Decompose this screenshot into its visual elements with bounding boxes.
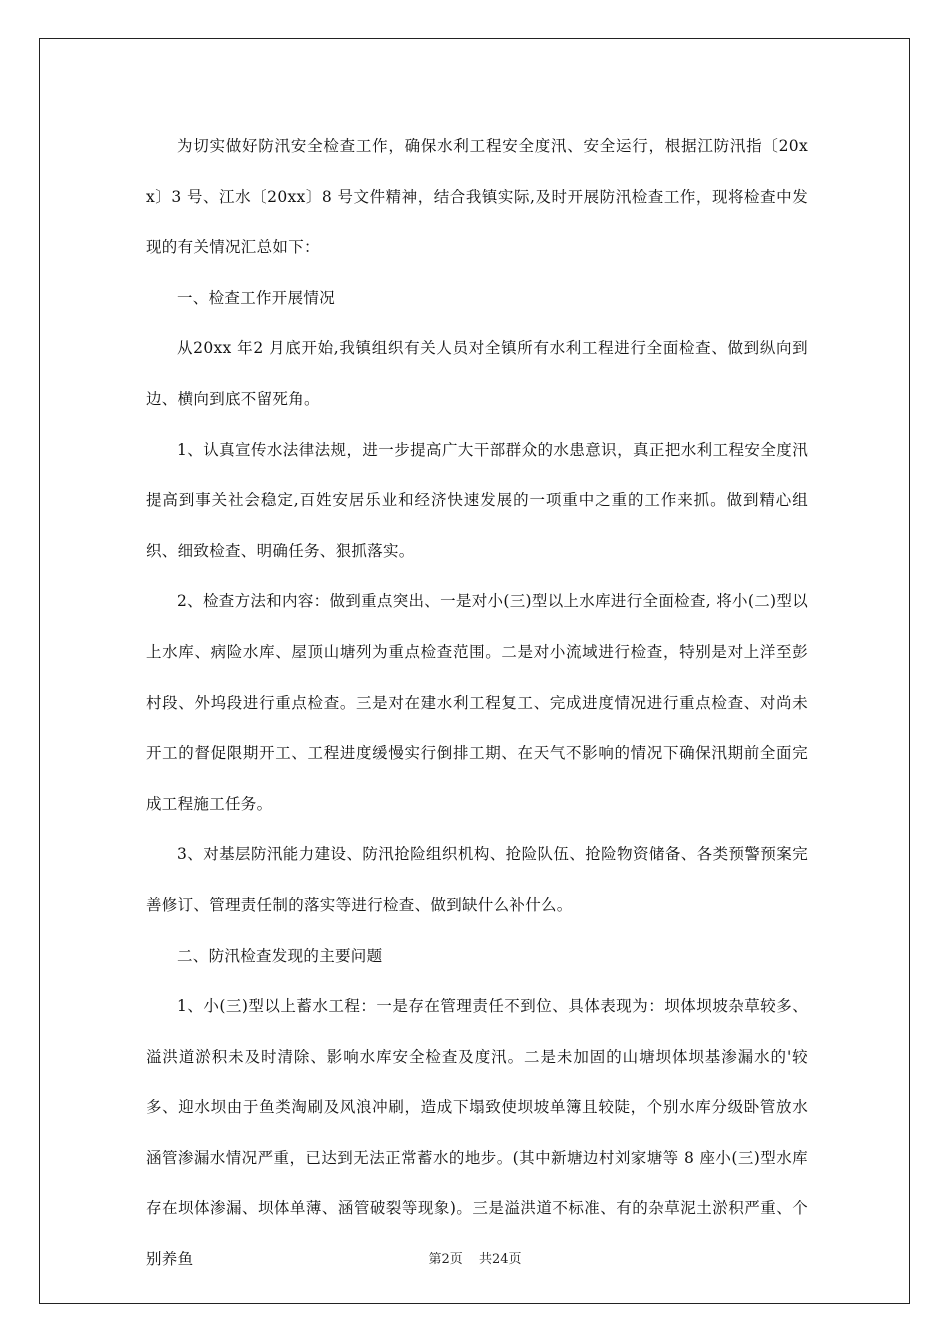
paragraph-problem-1: 1、小(三)型以上蓄水工程：一是存在管理责任不到位、具体表现为：坝体坝坡杂草较多、溢洪道淤积未及时清除、影响水库安全检查及度汛。二是未加固的山塘坝体坝基渗漏水的'较多、迎水坝由于鱼类淘刷及风浪冲刷，造成下塌致使坝坡单簿且较陡，个别水库分级卧管放水涵管渗漏水情况严重，已达到无法正常蓄水的地步。(其中新塘边村刘家塘等 8 座小(三)型水库存在坝体渗漏、坝体单薄、涵管破裂等现象)。三是溢洪道不标准、有的杂草泥土淤积严重、个别养鱼 [146,997,808,1269]
section-heading-1: 一、检查工作开展情况 [177,288,336,307]
paragraph-intro: 为切实做好防汛安全检查工作，确保水利工程安全度汛、安全运行，根据江防汛指〔20xx〕3 号、江水〔20xx〕8 号文件精神，结合我镇实际,及时开展防汛检查工作，现将检查中发现的有关情况汇总如下： [146,137,808,257]
paragraph-item-3: 3、对基层防汛能力建设、防汛抢险组织机构、抢险队伍、抢险物资储备、各类预警预案完善修订、管理责任制的落实等进行检查、做到缺什么补什么。 [146,845,808,914]
page-number: 第2页 [428,1252,463,1267]
paragraph-start-date: 从20xx 年2 月底开始,我镇组织有关人员对全镇所有水利工程进行全面检查、做到纵向到边、横向到底不留死角。 [146,339,808,408]
paragraph-item-1: 1、认真宣传水法律法规，进一步提高广大干部群众的水患意识，真正把水利工程安全度汛提高到事关社会稳定,百姓安居乐业和经济快速发展的一项重中之重的工作来抓。做到精心组织、细致检查、明确任务、狠抓落实。 [146,440,808,560]
page-total: 共24页 [478,1252,522,1267]
section-heading-2: 二、防汛检查发现的主要问题 [177,946,383,965]
document-body [146,121,808,1285]
page-footer [0,1248,950,1267]
paragraph-item-2: 2、检查方法和内容：做到重点突出、一是对小(三)型以上水库进行全面检查, 将小(二)型以上水库、病险水库、屋顶山塘列为重点检查范围。二是对小流域进行检查，特别是对上洋至彭村段、外坞段进行重点检查。三是对在建水利工程复工、完成进度情况进行重点检查、对尚未开工的督促限期开工、工程进度缓慢实行倒排工期、在天气不影响的情况下确保汛期前全面完成工程施工任务。 [146,592,808,813]
